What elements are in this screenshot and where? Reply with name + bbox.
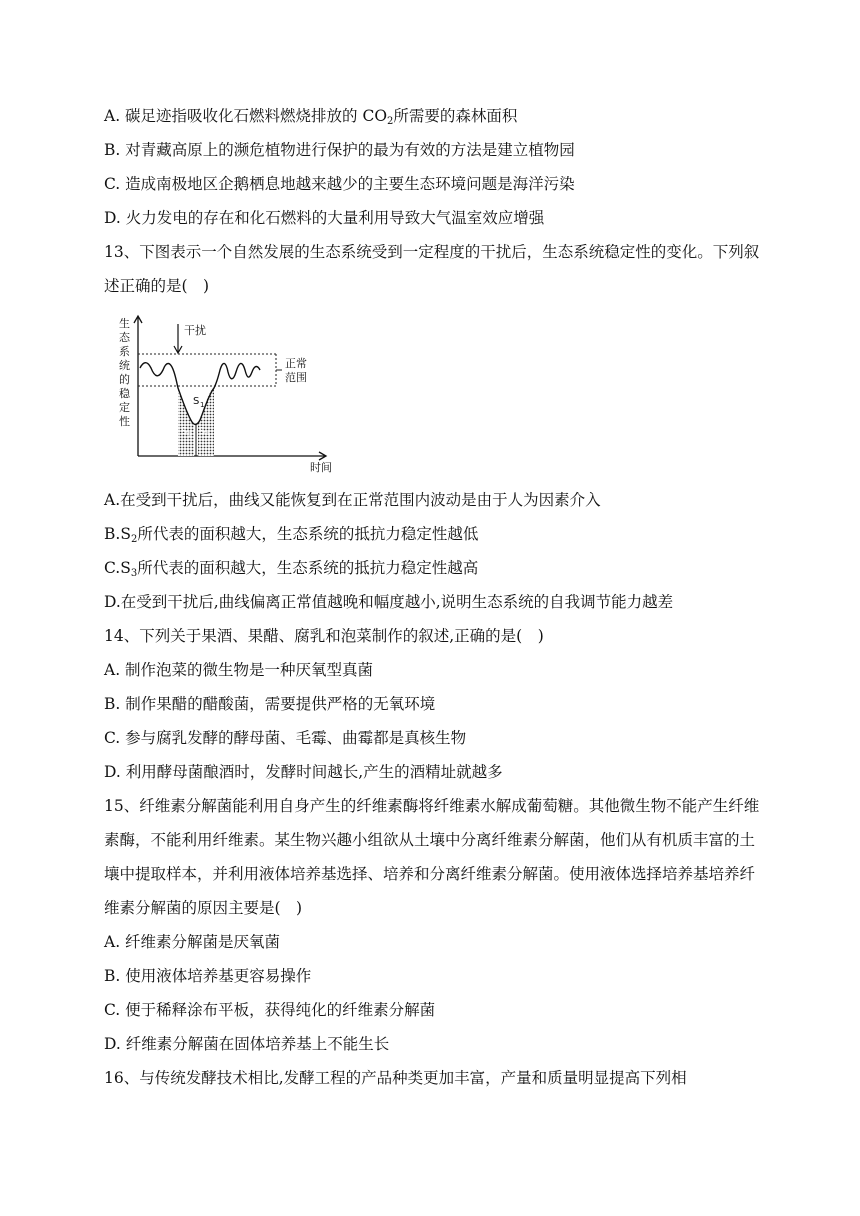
stability-curve	[140, 363, 260, 425]
q14-option-b: B. 制作果醋的醋酸菌，需要提供严格的无氧环境	[104, 695, 436, 713]
svg-text:S: S	[193, 396, 200, 407]
svg-text:2: 2	[188, 431, 193, 439]
s3-region	[198, 388, 214, 456]
svg-text:稳: 稳	[119, 387, 130, 400]
s1-label	[193, 396, 204, 409]
svg-text:统: 统	[119, 359, 130, 372]
q14-option-c: C. 参与腐乳发酵的酵母菌、毛霉、曲霉都是真核生物	[104, 729, 467, 747]
normal-range-label-1: 正常	[285, 357, 307, 370]
q13-option-c: $C.S_3$所代表的面积越大，生态系统的抵抗力稳定性越高	[104, 559, 479, 579]
q12-option-a: A. 碳足迹指吸收化石燃料燃烧排放的 $CO_2$所需要的森林面积	[104, 107, 518, 127]
disturbance-label: 干扰	[184, 324, 206, 337]
q14-option-d: D. 利用酵母菌酿酒时，发酵时间越长,产生的酒精址就越多	[104, 763, 503, 781]
q13-option-b: $B.S_2$所代表的面积越大，生态系统的抵抗力稳定性越低	[104, 525, 479, 545]
axes	[134, 316, 326, 460]
svg-text:态: 态	[119, 331, 130, 344]
q16-stem: 16、与传统发酵技术相比,发酵工程的产品种类更加丰富，产量和质量明显提高下列相	[104, 1069, 687, 1087]
q15-stem: 15、纤维素分解菌能利用自身产生的纤维素酶将纤维素水解成葡萄糖。其他微生物不能产生纤维素酶，不能利用纤维素。某生物兴趣小组欲从土壤中分离纤维素分解菌，他们从有机质丰富的土壤中提取样本，并利用液体培养基选择、培养和分离纤维素分解菌。使用液体选择培养基培养纤维素分解菌的原因主要是( )	[104, 797, 760, 917]
disturbance-arrow	[174, 324, 182, 353]
q12-option-b: B. 对青藏高原上的濒危植物进行保护的最为有效的方法是建立植物园	[104, 141, 575, 159]
svg-text:S: S	[181, 426, 188, 437]
normal-range-bracket	[276, 354, 282, 386]
y-axis-label	[119, 316, 131, 428]
q13-stem: 13、下图表示一个自然发展的生态系统受到一定程度的干扰后，生态系统稳定性的变化。下列叙述正确的是( )	[104, 243, 760, 295]
q13-option-d: D.在受到干扰后,曲线偏离正常值越晚和幅度越小,说明生态系统的自我调节能力越差	[104, 593, 674, 611]
q13-option-a: A.在受到干扰后，曲线又能恢复到在正常范围内波动是由于人为因素介入	[104, 491, 601, 509]
svg-text:系: 系	[119, 345, 130, 358]
svg-text:定: 定	[119, 401, 130, 414]
svg-text:3: 3	[206, 431, 211, 439]
q15-option-b: B. 使用液体培养基更容易操作	[104, 967, 312, 985]
q12-option-c: C. 造成南极地区企鹅栖息地越来越少的主要生态环境问题是海洋污染	[104, 175, 575, 193]
x-axis-label: 时间	[310, 461, 332, 474]
svg-text:S: S	[199, 426, 206, 437]
q15-option-c: C. 便于稀释涂布平板，获得纯化的纤维素分解菌	[104, 1001, 436, 1019]
normal-range-label-2: 范围	[285, 371, 307, 384]
q15-option-a: A. 纤维素分解菌是厌氧菌	[104, 933, 281, 951]
q15-option-d: D. 纤维素分解菌在固体培养基上不能生长	[104, 1035, 390, 1053]
q14-stem: 14、下列关于果酒、果醋、腐乳和泡菜制作的叙述,正确的是( )	[104, 627, 544, 645]
svg-text:生: 生	[119, 317, 130, 330]
q14-option-a: A. 制作泡菜的微生物是一种厌氧型真菌	[104, 661, 374, 679]
svg-text:的: 的	[119, 373, 130, 386]
q12-option-d: D. 火力发电的存在和化石燃料的大量利用导致大气温室效应增强	[104, 209, 545, 227]
svg-text:1: 1	[200, 401, 205, 409]
svg-text:性: 性	[119, 415, 130, 428]
q13-stability-figure	[110, 314, 350, 474]
